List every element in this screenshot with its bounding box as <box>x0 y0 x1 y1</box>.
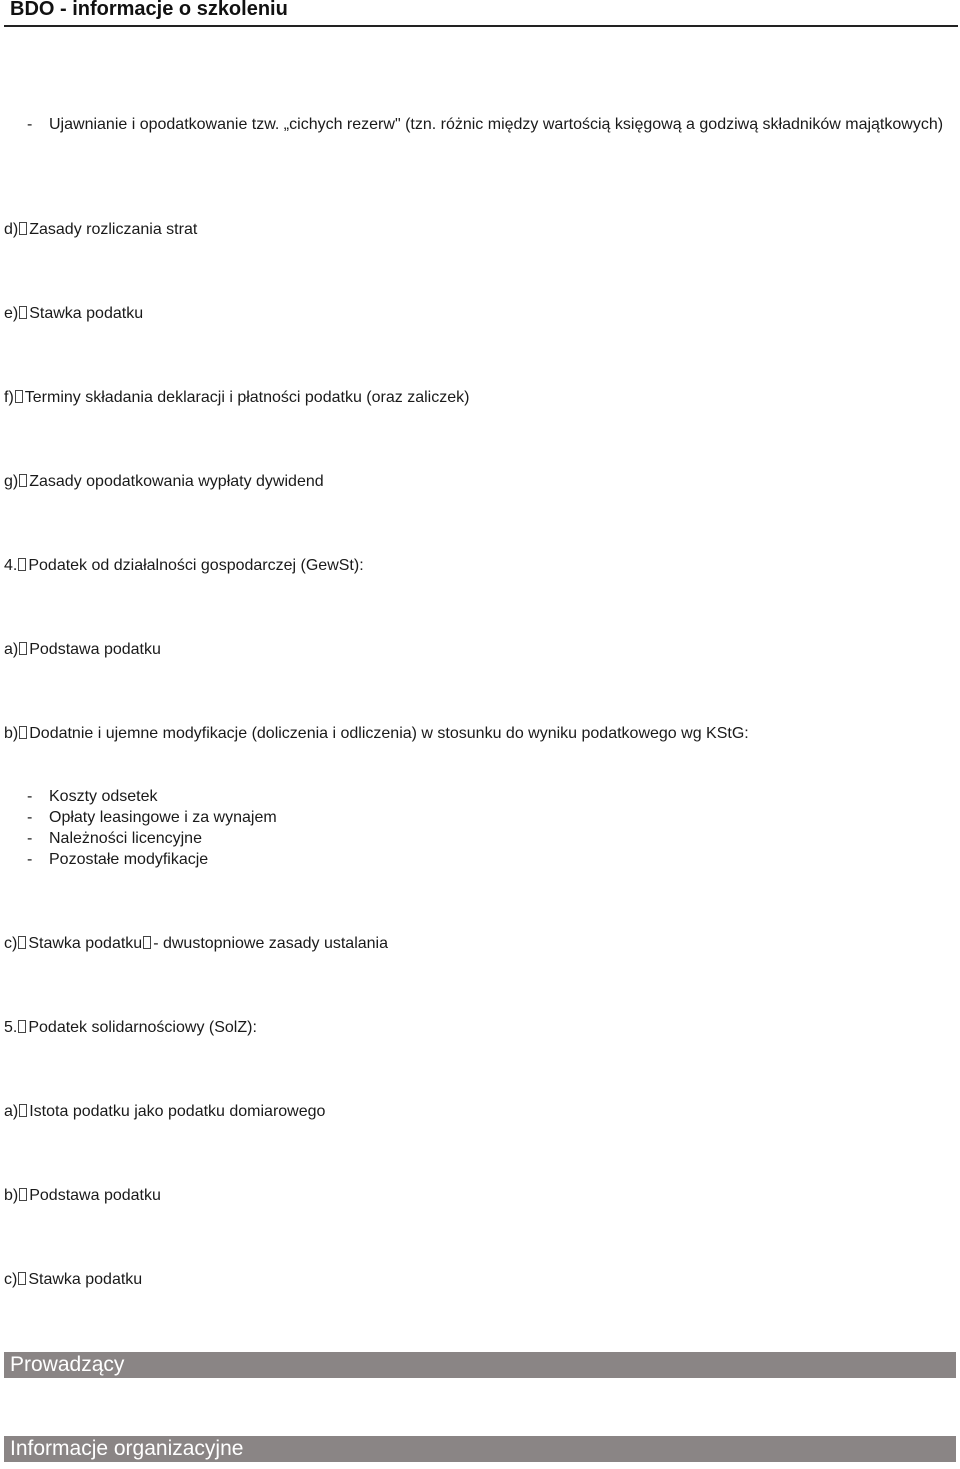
missing-glyph-icon <box>19 1104 27 1117</box>
missing-glyph-icon <box>19 474 27 487</box>
missing-glyph-icon <box>19 726 27 739</box>
list-item-b <box>4 723 749 744</box>
item-text: Stawka podatku <box>29 305 144 322</box>
section-heading-4 <box>4 555 364 576</box>
bullet-item: - Należności licencyjne <box>27 830 202 847</box>
section-title: Informacje organizacyjne <box>10 1437 244 1460</box>
missing-glyph-icon <box>143 936 151 949</box>
page-title: BDO - informacje o szkoleniu <box>10 0 288 20</box>
list-item-d <box>4 219 197 240</box>
list-item-e <box>4 303 143 324</box>
item-text: Zasady opodatkowania wypłaty dywidend <box>29 473 324 490</box>
list-item-g <box>4 471 324 492</box>
bullet-item: - Pozostałe modyfikacje <box>27 851 209 868</box>
item-prefix: b) <box>4 725 19 742</box>
bullet-item: - Koszty odsetek <box>27 788 158 805</box>
item-prefix: g) <box>4 473 19 490</box>
item-prefix: a) <box>4 641 19 658</box>
missing-glyph-icon <box>18 1272 26 1285</box>
item-suffix: - dwustopniowe zasady ustalania <box>153 935 388 952</box>
item-prefix: b) <box>4 1187 19 1204</box>
title-divider <box>4 25 958 27</box>
item-prefix: c) <box>4 1271 18 1288</box>
section-header-trainers <box>4 1352 956 1378</box>
item-text: Zasady rozliczania strat <box>29 221 198 238</box>
item-prefix: d) <box>4 221 19 238</box>
list-item-a <box>4 639 161 660</box>
item-text: Podstawa podatku <box>29 1187 161 1204</box>
list-item-b <box>4 1185 161 1206</box>
missing-glyph-icon <box>19 1188 27 1201</box>
missing-glyph-icon <box>18 558 26 571</box>
item-prefix: f) <box>4 389 14 406</box>
item-prefix: a) <box>4 1103 19 1120</box>
list-item-c <box>4 1269 142 1290</box>
missing-glyph-icon <box>18 936 26 949</box>
list-item-c <box>4 933 388 954</box>
item-text: Dodatnie i ujemne modyfikacje (doliczenia i odliczenia) w stosunku do wyniku podatkowego wg KStG: <box>29 725 749 742</box>
list-item-a <box>4 1101 325 1122</box>
missing-glyph-icon <box>18 1020 26 1033</box>
section-header-organizational <box>4 1436 956 1462</box>
section-title: Prowadzący <box>10 1353 125 1376</box>
bullet-item: - Opłaty leasingowe i za wynajem <box>27 809 277 826</box>
item-text: Stawka podatku <box>28 935 143 952</box>
section-heading-5 <box>4 1017 257 1038</box>
item-text: Podatek od działalności gospodarczej (GewSt): <box>28 557 364 574</box>
missing-glyph-icon <box>19 306 27 319</box>
missing-glyph-icon <box>19 642 27 655</box>
intro-dash: - <box>27 116 33 133</box>
item-prefix: 5. <box>4 1019 18 1036</box>
missing-glyph-icon <box>15 390 23 403</box>
missing-glyph-icon <box>19 222 27 235</box>
intro-paragraph: Ujawnianie i opodatkowanie tzw. „cichych rezerw" (tzn. różnic między wartością księgową a godziwą składników majątkowych) <box>49 116 944 133</box>
item-prefix: 4. <box>4 557 18 574</box>
list-item-f <box>4 387 469 408</box>
item-text: Istota podatku jako podatku domiarowego <box>29 1103 326 1120</box>
item-prefix: e) <box>4 305 19 322</box>
item-prefix: c) <box>4 935 18 952</box>
item-text: Stawka podatku <box>28 1271 143 1288</box>
item-text: Terminy składania deklaracji i płatności podatku (oraz zaliczek) <box>24 389 470 406</box>
item-text: Podstawa podatku <box>29 641 161 658</box>
item-text: Podatek solidarnościowy (SolZ): <box>28 1019 257 1036</box>
